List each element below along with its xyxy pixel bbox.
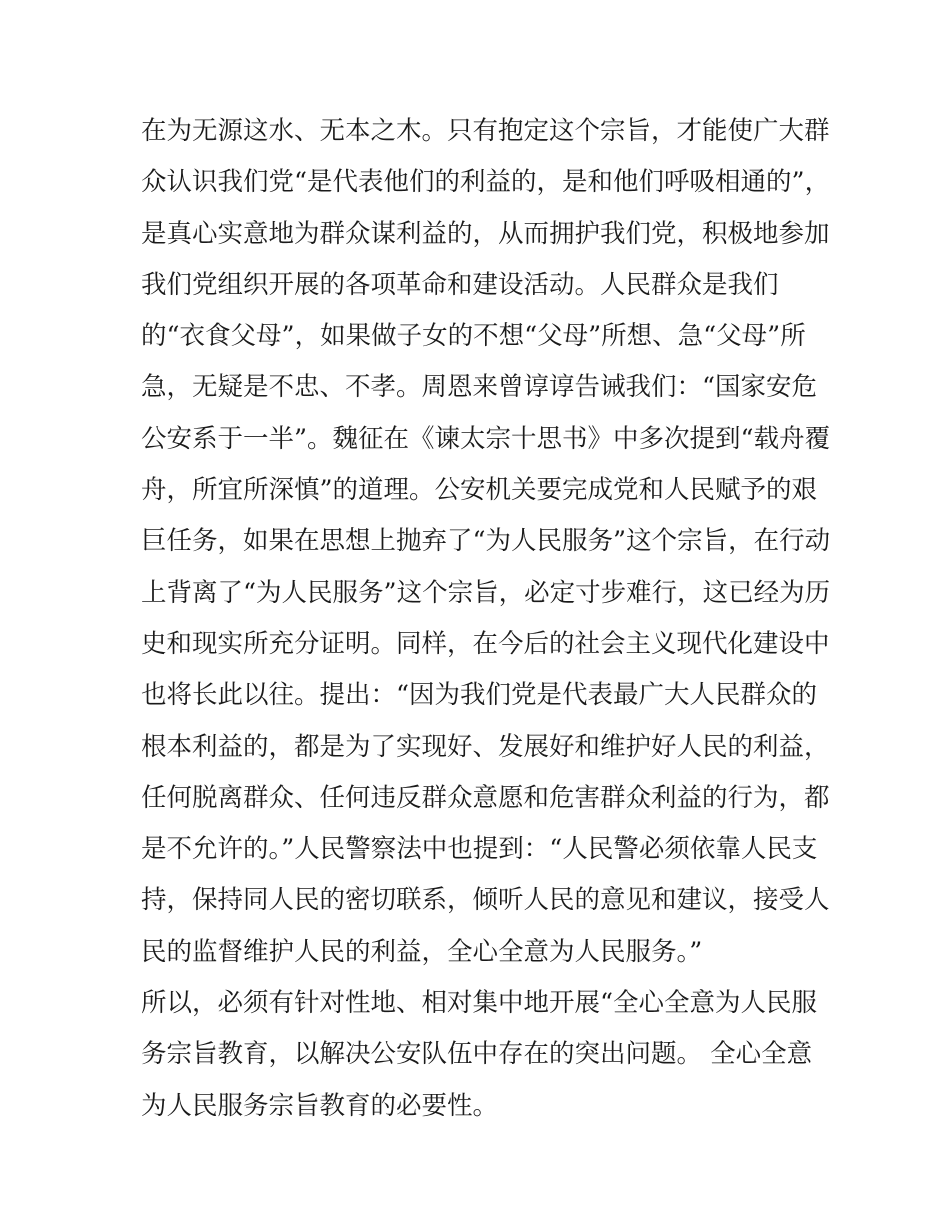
- text-line: 根本利益的，都是为了实现好、发展好和维护好人民的利益，: [141, 731, 830, 762]
- text-line: 民的监督维护人民的利益，全心全意为人民服务。”: [141, 936, 703, 967]
- text-line: 也将长此以往。提出：“因为我们党是代表最广大人民群众的: [141, 680, 818, 711]
- text-line: 所以，必须有针对性地、相对集中地开展“全心全意为人民服: [141, 988, 818, 1019]
- text-line: 的“衣食父母”，如果做子女的不想“父母”所想、急“父母”所: [141, 321, 806, 352]
- text-line: 上背离了“为人民服务”这个宗旨，必定寸步难行，这已经为历: [141, 577, 831, 608]
- text-line: 我们党组织开展的各项革命和建设活动。人民群众是我们: [141, 269, 779, 300]
- text-line: 持，保持同人民的密切联系，倾听人民的意见和建议，接受人: [141, 885, 830, 916]
- text-line: 是不允许的。”人民警察法中也提到：“人民警必须依靠人民支: [141, 834, 818, 865]
- text-line: 在为无源这水、无本之木。只有抱定这个宗旨，才能使广大群: [141, 116, 830, 146]
- text-line: 务宗旨教育，以解决公安队伍中存在的突出问题。 全心全意: [141, 1039, 813, 1070]
- text-line: 众认识我们党“是代表他们的利益的，是和他们呼吸相通的”，: [141, 167, 831, 198]
- body-text: [141, 106, 831, 1132]
- text-line: 公安系于一半”。魏征在《谏太宗十思书》中多次提到“载舟覆: [141, 423, 831, 454]
- text-line: 急，无疑是不忠、不孝。周恩来曾谆谆告诫我们：“国家安危: [141, 372, 818, 403]
- text-line: 任何脱离群众、任何违反群众意愿和危害群众利益的行为，都: [141, 782, 830, 813]
- text-line: 是真心实意地为群众谋利益的，从而拥护我们党，积极地参加: [141, 218, 830, 249]
- text-line: 舟，所宜所深慎”的道理。公安机关要完成党和人民赋予的艰: [141, 475, 818, 506]
- text-line: 为人民服务宗旨教育的必要性。: [141, 1090, 499, 1121]
- text-line: 史和现实所充分证明。同样，在今后的社会主义现代化建设中: [141, 628, 830, 659]
- text-line: 巨任务，如果在思想上抛弃了“为人民服务”这个宗旨，在行动: [141, 526, 831, 557]
